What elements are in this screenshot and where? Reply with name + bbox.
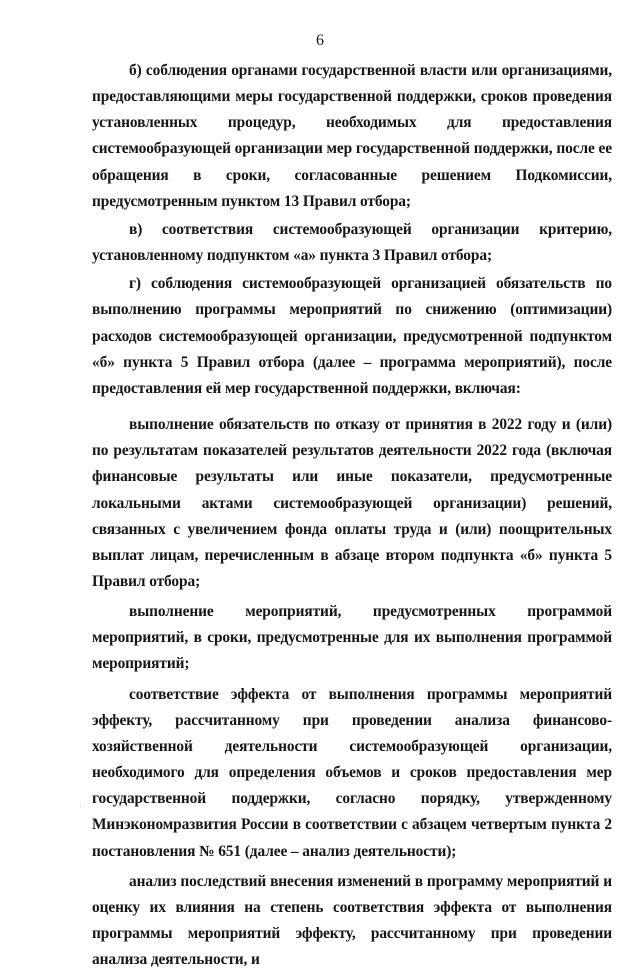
paragraph-activities: выполнение мероприятий, предусмотренных программой мероприятий, в сроки, предусмотренные для их выполнения программой мероприятий; [92,603,612,673]
document-body [92,58,612,973]
paragraph-change-analysis: анализ последствий внесения изменений в программу мероприятий и оценку их влияния на степень соответствия эффекта от выполнения программы мероприятий эффекту, рассчитанному при проведении анализа деятельности, и [92,872,612,969]
paragraph-item-v: в) соответствия системообразующей организации критерию, установленному подпунктом «а» пункта 3 Правил отбора; [92,220,612,265]
paragraph-item-b: б) соблюдения органами государственной власти или организациями, предоставляющими меры государственной поддержки, сроков проведения установленных процедур, необходимых для предоставления системообразующей организации мер государственной поддержки, после ее обращения в сроки, согласованные решением Подкомиссии, предусмотренным пунктом 13 Правил отбора; [92,62,612,210]
paragraph-effect-compliance: соответствие эффекта от выполнения программы мероприятий эффекту, рассчитанному при проведении анализа финансово-хозяйственной деятельности системообразующей организации, необходимого для определения объемов и сроков предоставления мер государственной поддержки, согласно порядку, утвержденному Минэкономразвития России в соответствии с абзацем четвертым пункта 2 постановления № 651 (далее – анализ деятельности); [92,685,612,860]
page-number: 6 [316,32,324,49]
scan-speck [80,806,81,807]
paragraph-item-g: г) соблюдения системообразующей организацией обязательств по выполнению программы мероприятий по снижению (оптимизации) расходов системообразующей организации, предусмотренной подпунктом «б» пункта 5 Правил отбора (далее – программа мероприятий), после предоставления ей мер государственной поддержки, включая: [92,275,612,397]
paragraph-obligations: выполнение обязательств по отказу от принятия в 2022 году и (или) по результатам показателей результатов деятельности 2022 года (включая финансовые результаты или иные показатели, предусмотренные локальными актами системообразующей организации) решений, связанных с увеличением фонда оплаты труда и (или) поощрительных выплат лицам, перечисленным в абзаце втором подпункта «б» пункта 5 Правил отбора; [92,416,612,590]
